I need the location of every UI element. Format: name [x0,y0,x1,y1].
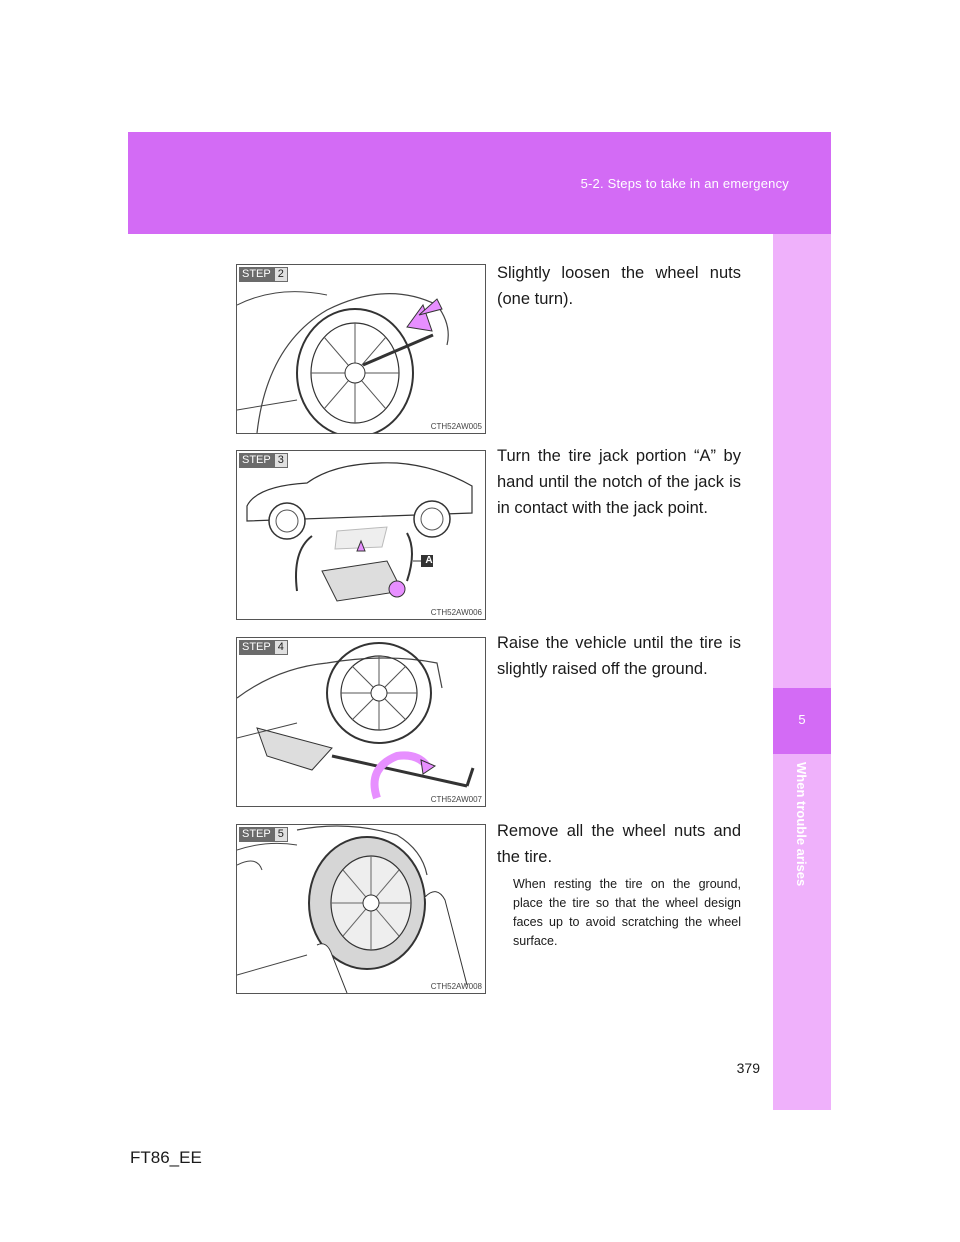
step-label: STEP [239,827,274,842]
section-header [128,132,831,234]
step-3-illustration [236,450,486,620]
section-title: 5-2. Steps to take in an emergency [580,176,789,191]
step-4-text: Raise the vehicle until the tire is slightly raised off the ground. [497,634,741,678]
car-jack-drawing [237,451,485,619]
step-number: 4 [274,640,288,655]
step-5-text: Remove all the wheel nuts and the tire. [497,822,741,866]
step-label: STEP [239,267,274,282]
chapter-label: When trouble arises [794,762,809,887]
chapter-side-tab [773,234,831,1110]
figure-code: CTH52AW006 [430,608,482,617]
figure-code: CTH52AW007 [430,795,482,804]
step-label: STEP [239,640,274,655]
step-badge [239,267,288,282]
step-badge [239,827,288,842]
wheel-loosen-drawing [237,265,485,433]
callout-a-label: A [425,555,433,566]
document-code: FT86_EE [130,1148,202,1167]
step-number: 2 [274,267,288,282]
tire-removal-drawing [237,825,485,993]
figure-code: CTH52AW008 [430,982,482,991]
step-2-text: Slightly loosen the wheel nuts (one turn). [497,264,741,308]
step-2-illustration [236,264,486,434]
step-badge [239,640,288,655]
step-4-illustration [236,637,486,807]
chapter-label-box [773,762,831,902]
step-5-illustration [236,824,486,994]
step-badge [239,453,288,468]
step-number: 3 [274,453,288,468]
chapter-number: 5 [798,712,806,727]
step-3-text: Turn the tire jack portion “A” by hand until the notch of the jack is in contact with the jack point. [497,447,741,517]
step-label: STEP [239,453,274,468]
chapter-number-box [773,688,831,754]
step-number: 5 [274,827,288,842]
page-number: 379 [736,1060,760,1076]
step-5-note: When resting the tire on the ground, place the tire so that the wheel design faces up to avoid scratching the wheel surface. [513,877,741,948]
jack-raise-drawing [237,638,485,806]
figure-code: CTH52AW005 [430,422,482,431]
